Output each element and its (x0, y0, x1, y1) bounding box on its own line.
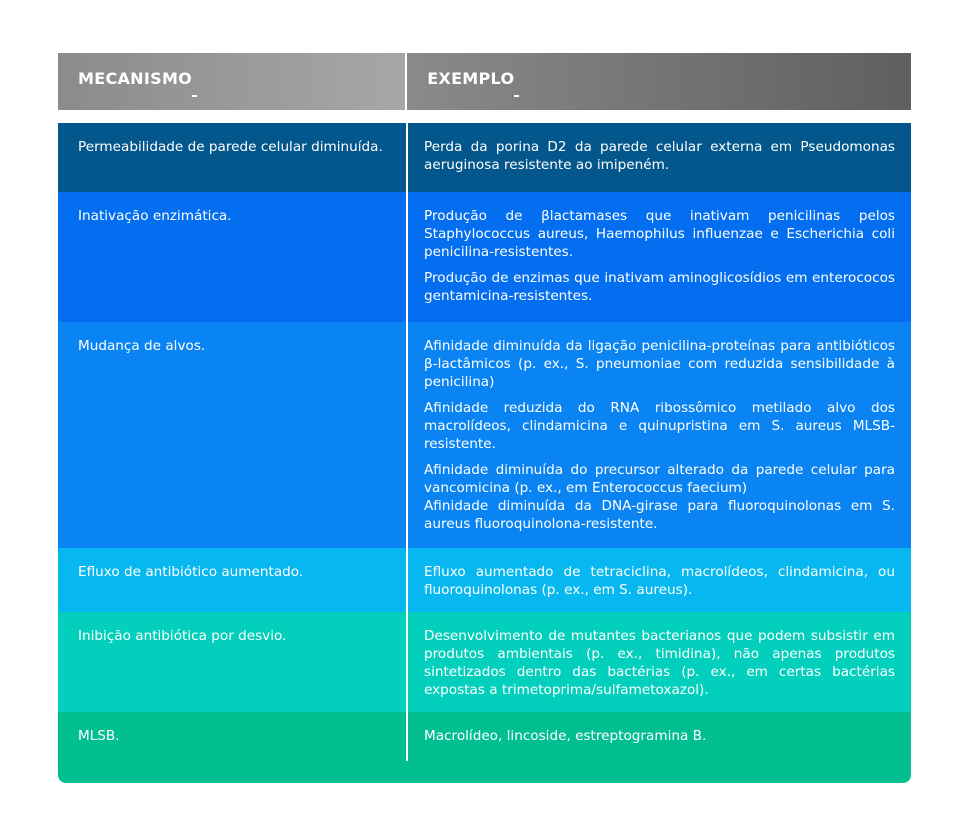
mechanism-cell: Inibição antibiótica por desvio. (78, 628, 287, 644)
table-row (58, 322, 911, 548)
example-cell (408, 192, 911, 322)
example-text: Macrolídeo, lincoside, estreptogramina B. (424, 728, 707, 744)
table-header (58, 53, 911, 110)
example-text: Produção de βlactamases que inativam penicilinas pelos Staphylococcus aureus, Haemophilus influenzae e Escherichia coli penicilina-resistentes. (424, 208, 895, 260)
table-row (58, 712, 911, 783)
mechanism-cell: Efluxo de antibiótico aumentado. (78, 564, 304, 580)
example-text: Afinidade reduzida do RNA ribossômico metilado alvo dos macrolídeos, clindamicina e quinupristina em S. aureus MLSB-resistente. (424, 400, 895, 452)
header-example-label: EXEMPLO (427, 69, 515, 88)
example-text: Afinidade diminuída da ligação penicilina-proteínas para antibióticos β-lactâmicos (p. ex., S. pneumoniae com reduzida sensibilidade à penicilina) (424, 338, 895, 390)
header-mechanism (58, 53, 405, 110)
example-text: Afinidade diminuída da DNA-girase para fluoroquinolonas em S. aureus fluoroquinolona-resistente. (424, 498, 895, 532)
example-cell (408, 123, 911, 192)
header-underline (192, 95, 197, 97)
header-example (407, 53, 911, 110)
example-text: Afinidade diminuída do precursor alterado da parede celular para vancomicina (p. ex., em Enterococcus faecium) (424, 462, 895, 496)
mechanism-cell: MLSB. (78, 728, 120, 744)
table-row (58, 123, 911, 192)
example-cell (408, 322, 911, 548)
resistance-mechanisms-table (58, 53, 911, 783)
example-text: Efluxo aumentado de tetraciclina, macrolídeos, clindamicina, ou fluoroquinolonas (p. ex., em S. aureus). (424, 564, 895, 598)
example-cell (408, 548, 911, 612)
example-text: Perda da porina D2 da parede celular externa em Pseudomonas aeruginosa resistente ao imipeném. (424, 139, 895, 173)
table-row (58, 548, 911, 612)
example-cell (408, 712, 911, 783)
table-row (58, 612, 911, 712)
mechanism-cell: Mudança de alvos. (78, 338, 206, 354)
example-text: Produção de enzimas que inativam aminoglicosídios em enterococos gentamicina-resistentes. (424, 270, 895, 304)
mechanism-cell: Permeabilidade de parede celular diminuída. (78, 139, 383, 155)
table-row (58, 192, 911, 322)
mechanism-cell: Inativação enzimática. (78, 208, 232, 224)
example-cell (408, 612, 911, 712)
header-mechanism-label: MECANISMO (78, 69, 193, 88)
header-underline (514, 95, 519, 97)
example-text: Desenvolvimento de mutantes bacterianos que podem subsistir em produtos ambientais (p. ex., timidina), não apenas produtos sintetizados dentro das bactérias (p. ex., em certas bactérias expostas a trimetoprima/sulfametoxazol). (424, 628, 895, 698)
